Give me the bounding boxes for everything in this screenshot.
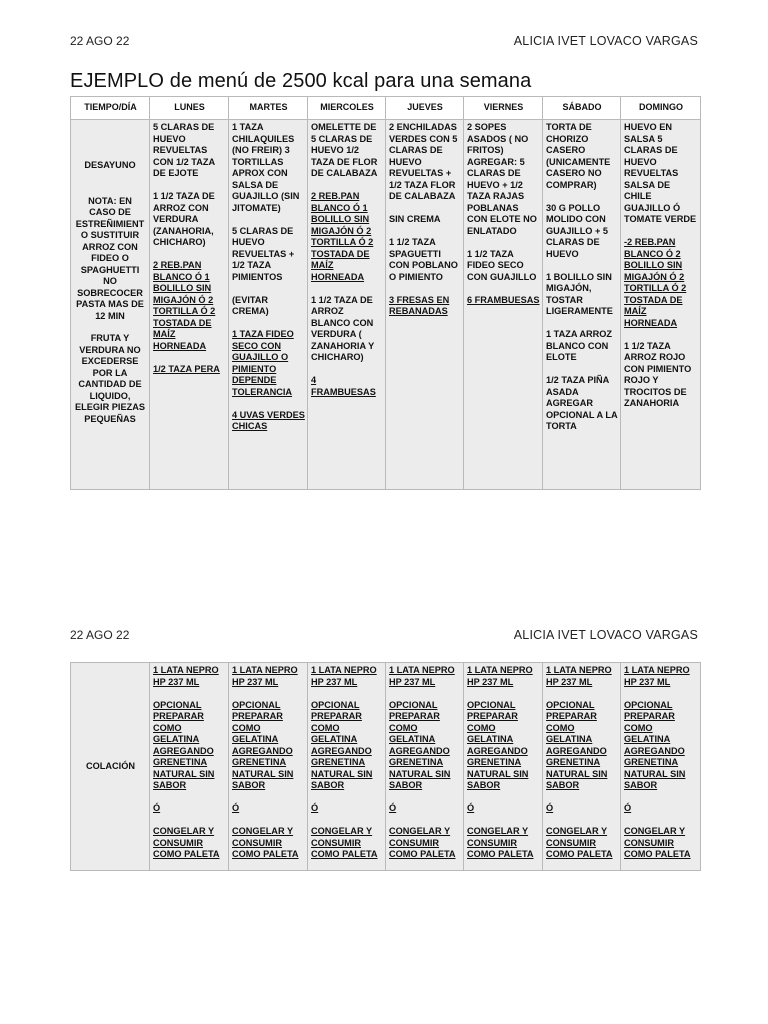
header-cell: MARTES xyxy=(229,97,308,120)
colacion-item-o: Ó xyxy=(153,803,161,813)
menu-item: 1 1/2 TAZA DE ARROZ CON VERDURA (ZANAHORIA, CHICHARO) xyxy=(153,191,215,247)
header-author: ALICIA IVET LOVACO VARGAS xyxy=(513,628,698,642)
colacion-item-lata: 1 LATA NEPRO HP 237 ML xyxy=(467,665,533,687)
colacion-item-o: Ó xyxy=(311,803,319,813)
colacion-item-congelar: CONGELAR Y CONSUMIR COMO PALETA xyxy=(389,826,456,859)
menu-item: 1 1/2 TAZA SPAGUETTI CON POBLANO O PIMIENTO xyxy=(389,237,458,282)
menu-cell-lunes xyxy=(150,120,229,490)
colacion-item-lata: 1 LATA NEPRO HP 237 ML xyxy=(311,665,377,687)
colacion-item-opcional: OPCIONAL PREPARAR COMO GELATINA AGREGANDO GRENETINA NATURAL SIN SABOR xyxy=(546,699,608,790)
page-header xyxy=(70,34,698,48)
meal-note: NOTA: EN CASO DE ESTREÑIMIENTO SUSTITUIR ARROZ CON FIDEO O SPAGHUETTI NO SOBRECOCER PASTA MAS DE 12 MIN xyxy=(75,195,145,321)
colacion-item-o: Ó xyxy=(546,803,554,813)
menu-item: 1 1/2 TAZA ARROZ ROJO CON PIMIENTO ROJO Y TROCITOS DE ZANAHORIA xyxy=(624,340,692,408)
row-header-desayuno xyxy=(71,120,150,490)
menu-item: 4 UVAS VERDES CHICAS xyxy=(232,409,305,431)
menu-item: 5 CLARAS DE HUEVO REVUELTAS + 1/2 TAZA PIMIENTOS xyxy=(232,225,295,282)
menu-cell-viernes xyxy=(464,120,543,490)
menu-item: 6 FRAMBUESAS xyxy=(467,294,540,305)
menu-item: 1 BOLILLO SIN MIGAJÓN, TOSTAR LIGERAMENTE xyxy=(546,271,613,316)
menu-cell-sabado xyxy=(543,120,621,490)
colacion-cell-domingo xyxy=(621,663,701,871)
weekly-menu-table-colacion xyxy=(70,662,701,871)
colacion-item-o: Ó xyxy=(467,803,475,813)
colacion-cell-miercoles xyxy=(308,663,386,871)
header-cell: SÁBADO xyxy=(543,97,621,120)
menu-item: SIN CREMA xyxy=(389,214,441,224)
menu-item: 1 TAZA CHILAQUILES (NO FREIR) 3 TORTILLAS APROX CON SALSA DE GUAJILLO (SIN JITOMATE) xyxy=(232,122,300,213)
menu-item: 1 TAZA FIDEO SECO CON GUAJILLO O PIMIENTO DEPENDE TOLERANCIA xyxy=(232,329,294,397)
table-row-desayuno xyxy=(71,120,701,490)
table-header-row xyxy=(71,97,701,120)
menu-item: 2 SOPES ASADOS ( NO FRITOS) AGREGAR: 5 CLARAS DE HUEVO + 1/2 TAZA RAJAS POBLANAS CON ELOTE NO ENLATADO xyxy=(467,122,537,236)
table-row-colacion xyxy=(71,663,701,871)
colacion-item-congelar: CONGELAR Y CONSUMIR COMO PALETA xyxy=(546,826,613,859)
header-date: 22 AGO 22 xyxy=(70,628,130,642)
menu-item: 1/2 TAZA PERA xyxy=(153,363,220,374)
header-cell: JUEVES xyxy=(386,97,464,120)
colacion-item-o: Ó xyxy=(624,803,632,813)
menu-item: 2 REB.PAN BLANCO Ó 1 BOLILLO SIN MIGAJÓN Ó 2 TORTILLA Ó 2 TOSTADA DE MAÍZ HORNEADA xyxy=(311,191,374,282)
colacion-item-o: Ó xyxy=(389,803,397,813)
page-header-2 xyxy=(70,628,698,642)
colacion-item-o: Ó xyxy=(232,803,240,813)
menu-item: 2 REB.PAN BLANCO Ó 1 BOLILLO SIN MIGAJÓN Ó 2 TORTILLA Ó 2 TOSTADA DE MAÍZ HORNEADA xyxy=(153,260,216,351)
menu-item: (EVITAR CREMA) xyxy=(232,294,269,316)
row-header-colacion xyxy=(71,663,150,871)
menu-item: 1/2 TAZA PIÑA ASADA AGREGAR OPCIONAL A LA TORTA xyxy=(546,375,618,431)
colacion-item-congelar: CONGELAR Y CONSUMIR COMO PALETA xyxy=(624,826,691,859)
menu-item: 4 FRAMBUESAS xyxy=(311,375,376,397)
header-author: ALICIA IVET LOVACO VARGAS xyxy=(513,34,698,48)
menu-cell-jueves xyxy=(386,120,464,490)
menu-item: -2 REB.PAN BLANCO Ó 2 BOLILLO SIN MIGAJÓN Ó 2 TORTILLA Ó 2 TOSTADA DE MAÍZ HORNEADA xyxy=(624,237,687,328)
colacion-item-lata: 1 LATA NEPRO HP 237 ML xyxy=(232,665,298,687)
colacion-item-opcional: OPCIONAL PREPARAR COMO GELATINA AGREGANDO GRENETINA NATURAL SIN SABOR xyxy=(311,699,373,790)
header-cell: VIERNES xyxy=(464,97,543,120)
colacion-item-opcional: OPCIONAL PREPARAR COMO GELATINA AGREGANDO GRENETINA NATURAL SIN SABOR xyxy=(624,699,686,790)
colacion-item-opcional: OPCIONAL PREPARAR COMO GELATINA AGREGANDO GRENETINA NATURAL SIN SABOR xyxy=(153,699,215,790)
colacion-cell-martes xyxy=(229,663,308,871)
menu-item: 1 TAZA ARROZ BLANCO CON ELOTE xyxy=(546,329,613,362)
weekly-menu-table xyxy=(70,96,701,490)
menu-item: 3 FRESAS EN REBANADAS xyxy=(389,294,450,316)
header-date: 22 AGO 22 xyxy=(70,34,130,48)
colacion-item-lata: 1 LATA NEPRO HP 237 ML xyxy=(153,665,219,687)
colacion-item-lata: 1 LATA NEPRO HP 237 ML xyxy=(546,665,612,687)
colacion-cell-lunes xyxy=(150,663,229,871)
header-cell: TIEMPO/DÍA xyxy=(71,97,150,120)
colacion-item-congelar: CONGELAR Y CONSUMIR COMO PALETA xyxy=(232,826,299,859)
colacion-item-opcional: OPCIONAL PREPARAR COMO GELATINA AGREGANDO GRENETINA NATURAL SIN SABOR xyxy=(389,699,451,790)
menu-cell-miercoles xyxy=(308,120,386,490)
colacion-cell-sabado xyxy=(543,663,621,871)
colacion-item-congelar: CONGELAR Y CONSUMIR COMO PALETA xyxy=(467,826,534,859)
colacion-item-opcional: OPCIONAL PREPARAR COMO GELATINA AGREGANDO GRENETINA NATURAL SIN SABOR xyxy=(467,699,529,790)
colacion-item-lata: 1 LATA NEPRO HP 237 ML xyxy=(389,665,455,687)
menu-item: TORTA DE CHORIZO CASERO (UNICAMENTE CASERO NO COMPRAR) xyxy=(546,122,611,190)
header-cell: DOMINGO xyxy=(621,97,701,120)
menu-item: 2 ENCHILADAS VERDES CON 5 CLARAS DE HUEVO REVUELTAS + 1/2 TAZA FLOR DE CALABAZA xyxy=(389,122,458,201)
colacion-cell-jueves xyxy=(386,663,464,871)
colacion-cell-viernes xyxy=(464,663,543,871)
meal-note-fruit: FRUTA Y VERDURA NO EXCEDERSE POR LA CANTIDAD DE LIQUIDO, ELEGIR PIEZAS PEQUEÑAS xyxy=(75,333,145,424)
menu-item: OMELETTE DE 5 CLARAS DE HUEVO 1/2 TAZA DE FLOR DE CALABAZA xyxy=(311,122,378,178)
menu-cell-martes xyxy=(229,120,308,490)
menu-item: 5 CLARAS DE HUEVO REVUELTAS CON 1/2 TAZA DE EJOTE xyxy=(153,122,215,178)
menu-cell-domingo xyxy=(621,120,701,490)
header-cell: MIERCOLES xyxy=(308,97,386,120)
colacion-item-opcional: OPCIONAL PREPARAR COMO GELATINA AGREGANDO GRENETINA NATURAL SIN SABOR xyxy=(232,699,294,790)
menu-item: 1 1/2 TAZA FIDEO SECO CON GUAJILLO xyxy=(467,248,537,282)
menu-item: 1 1/2 TAZA DE ARROZ BLANCO CON VERDURA ( ZANAHORIA Y CHICHARO) xyxy=(311,294,375,362)
meal-label: COLACIÓN xyxy=(86,760,135,771)
colacion-item-lata: 1 LATA NEPRO HP 237 ML xyxy=(624,665,690,687)
menu-item: 30 G POLLO MOLIDO CON GUAJILLO + 5 CLARAS DE HUEVO xyxy=(546,202,609,259)
colacion-item-congelar: CONGELAR Y CONSUMIR COMO PALETA xyxy=(311,826,378,859)
document-title: EJEMPLO de menú de 2500 kcal para una semana xyxy=(70,70,532,92)
header-cell: LUNES xyxy=(150,97,229,120)
meal-label: DESAYUNO xyxy=(84,160,136,170)
colacion-item-congelar: CONGELAR Y CONSUMIR COMO PALETA xyxy=(153,826,220,859)
menu-item: HUEVO EN SALSA 5 CLARAS DE HUEVO REVUELTAS SALSA DE CHILE GUAJILLO Ó TOMATE VERDE xyxy=(624,122,697,224)
